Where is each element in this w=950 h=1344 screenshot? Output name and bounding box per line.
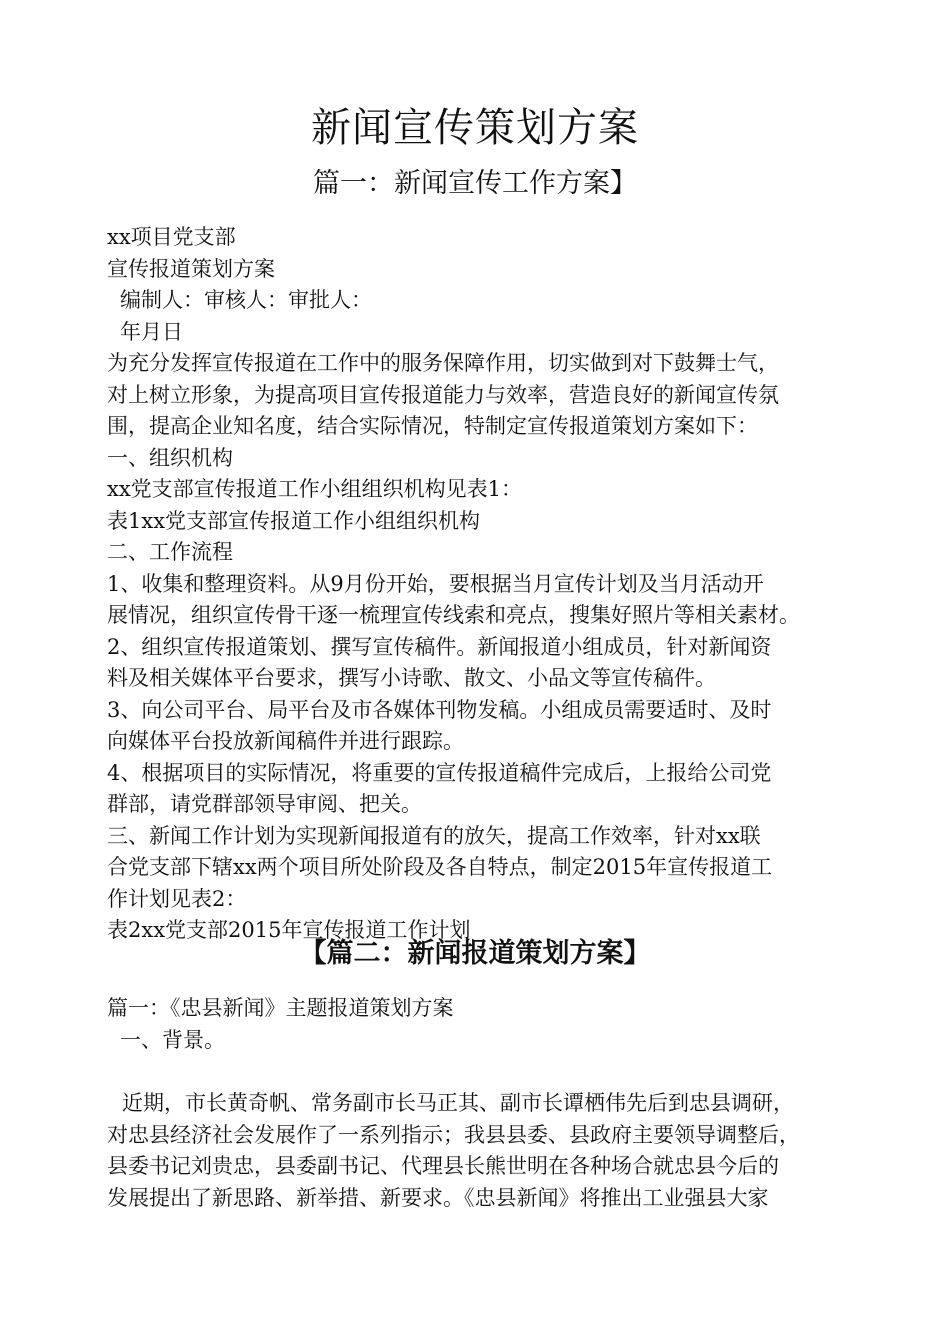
text-line: 为充分发挥宣传报道在工作中的服务保障作用，切实做到对下鼓舞士气， [107, 351, 779, 375]
paragraph-gap [107, 1056, 877, 1088]
text-line: 展情况，组织宣传骨干逐一梳理宣传线索和亮点，搜集好照片等相关素材。 [107, 603, 800, 627]
text-line: 三、新闻工作计划为实现新闻报道有的放矢，提高工作效率，针对xx联 [107, 823, 761, 848]
text-line: 编制人：审核人：审批人： [120, 288, 372, 312]
section-heading-2 [0, 936, 950, 972]
text-line: 县委书记刘贵忠，县委副书记、代理县长熊世明在各种场合就忠县今后的 [107, 1154, 779, 1178]
text-line: xx项目党支部 [107, 225, 236, 249]
text-line: 表2xx党支部2015年宣传报道工作计划 [107, 918, 471, 942]
text-line: 料及相关媒体平台要求，撰写小诗歌、散文、小品文等宣传稿件。 [107, 666, 716, 690]
text-line: 作计划见表2： [107, 886, 247, 911]
text-line: 发展提出了新思路、新举措、新要求。《忠县新闻》将推出工业强县大家 [107, 1185, 769, 1210]
text-line: 向媒体平台投放新闻稿件并进行跟踪。 [107, 729, 464, 753]
text-line: 一、背景。 [120, 1027, 225, 1052]
text-line: 3、向公司平台、局平台及市各媒体刊物发稿。小组成员需要适时、及时 [107, 697, 772, 722]
text-line: 宣传报道策划方案 [107, 256, 275, 281]
text-line: 围，提高企业知名度，结合实际情况，特制定宣传报道策划方案如下： [107, 414, 758, 438]
text-line: 2、组织宣传报道策划、撰写宣传稿件。新闻报道小组成员，针对新闻资 [107, 634, 772, 659]
document-title: 新闻宣传策划方案 [311, 105, 639, 151]
text-line: 表1xx党支部宣传报道工作小组组织机构 [107, 508, 481, 533]
text-line: 对上树立形象，为提高项目宣传报道能力与效率，营造良好的新闻宣传氛 [107, 382, 779, 407]
text-line: 二、工作流程 [107, 540, 233, 564]
section-heading-1: 篇一：新闻宣传工作方案】 [313, 168, 637, 199]
text-line: 近期，市长黄奇帆、常务副市长马正其、副市长谭栖伟先后到忠县调研， [122, 1091, 794, 1115]
text-line: 年月日 [120, 319, 183, 344]
section-2-body [107, 993, 877, 1214]
text-line: 1、收集和整理资料。从9月份开始，要根据当月宣传计划及当月活动开 [107, 571, 764, 596]
text-line: 4、根据项目的实际情况，将重要的宣传报道稿件完成后，上报给公司党 [107, 760, 772, 785]
text-line: 篇一：《忠县新闻》主题报道策划方案 [107, 996, 454, 1020]
text-line: 对忠县经济社会发展作了一系列指示；我县县委、县政府主要领导调整后， [107, 1122, 800, 1147]
text-line: 合党支部下辖xx两个项目所处阶段及各自特点，制定2015年宣传报道工 [107, 855, 773, 879]
section-1-body [107, 222, 877, 947]
section-heading-2-text: 【篇二：新闻报道策划方案】 [299, 938, 651, 969]
text-line: xx党支部宣传报道工作小组组织机构见表1： [107, 477, 523, 501]
text-line: 一、组织机构 [107, 445, 233, 470]
text-line: 群部，请党群部领导审阅、把关。 [107, 792, 422, 816]
